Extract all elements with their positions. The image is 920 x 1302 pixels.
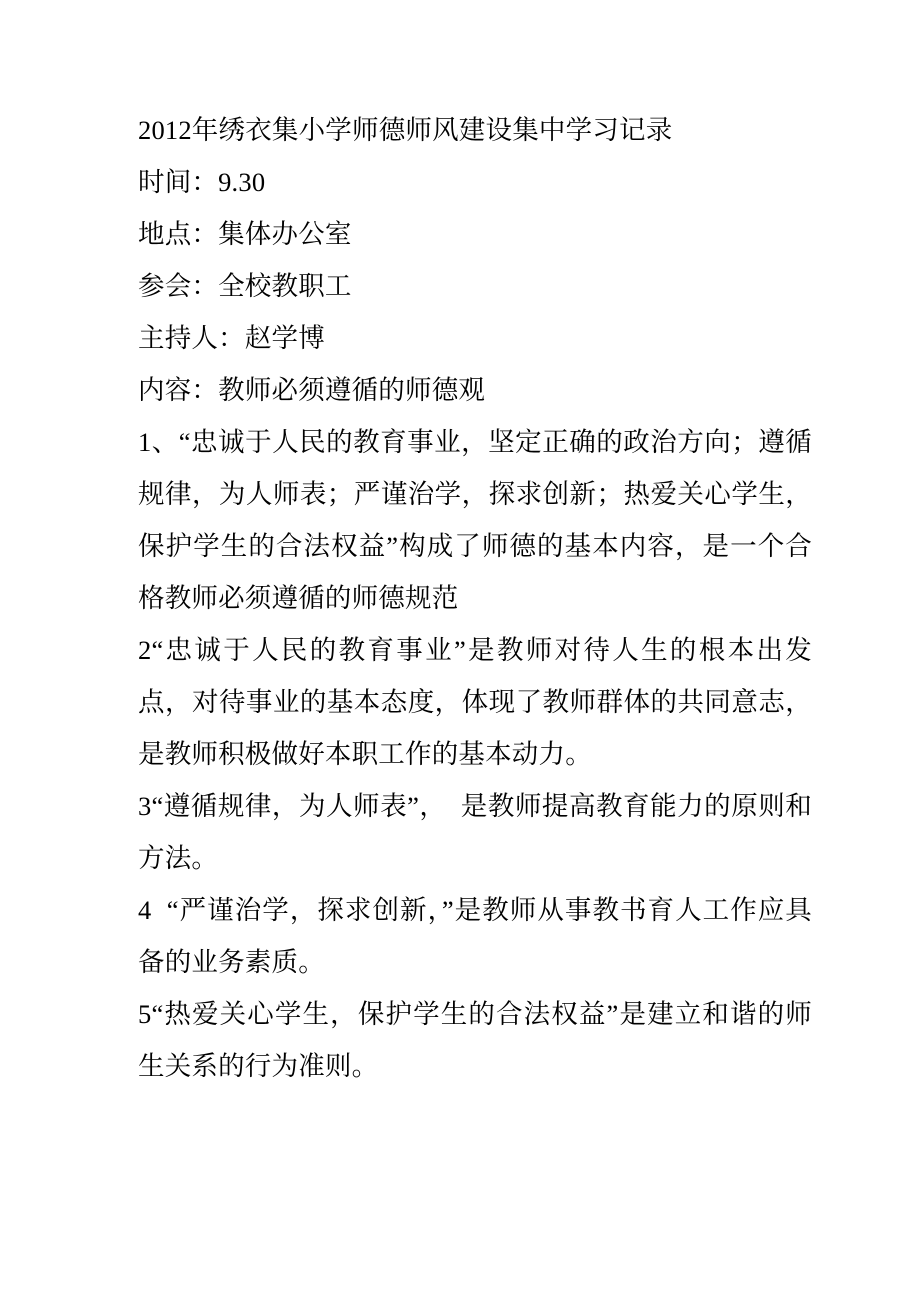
document-title: 2012年绣衣集小学师德师风建设集中学习记录 xyxy=(138,115,673,145)
paragraph-4: 4 “严谨治学，探求创新，”是教师从事教书育人工作应具备的业务素质。 xyxy=(138,895,812,977)
meta-line-time: 时间：9.30 xyxy=(138,167,266,197)
meta-line-location: 地点：集体办公室 xyxy=(138,219,352,249)
paragraph-1: 1、“忠诚于人民的教育事业，坚定正确的政治方向；遵循规律，为人师表；严谨治学，探求创新；热爱关心学生，保护学生的合法权益”构成了师德的基本内容，是一个合格教师必须遵循的师德规范 xyxy=(138,427,812,613)
meta-line-content: 内容：教师必须遵循的师德观 xyxy=(138,375,486,405)
paragraph-2: 2“忠诚于人民的教育事业”是教师对待人生的根本出发点，对待事业的基本态度，体现了教师群体的共同意志，是教师积极做好本职工作的基本动力。 xyxy=(138,635,812,769)
paragraph-5: 5“热爱关心学生，保护学生的合法权益”是建立和谐的师生关系的行为准则。 xyxy=(138,999,812,1081)
paragraph-3: 3“遵循规律，为人师表”， 是教师提高教育能力的原则和方法。 xyxy=(138,791,812,873)
meta-line-host: 主持人：赵学博 xyxy=(138,323,325,353)
meta-line-attendees: 参会：全校教职工 xyxy=(138,271,352,301)
document-body xyxy=(138,104,812,1092)
